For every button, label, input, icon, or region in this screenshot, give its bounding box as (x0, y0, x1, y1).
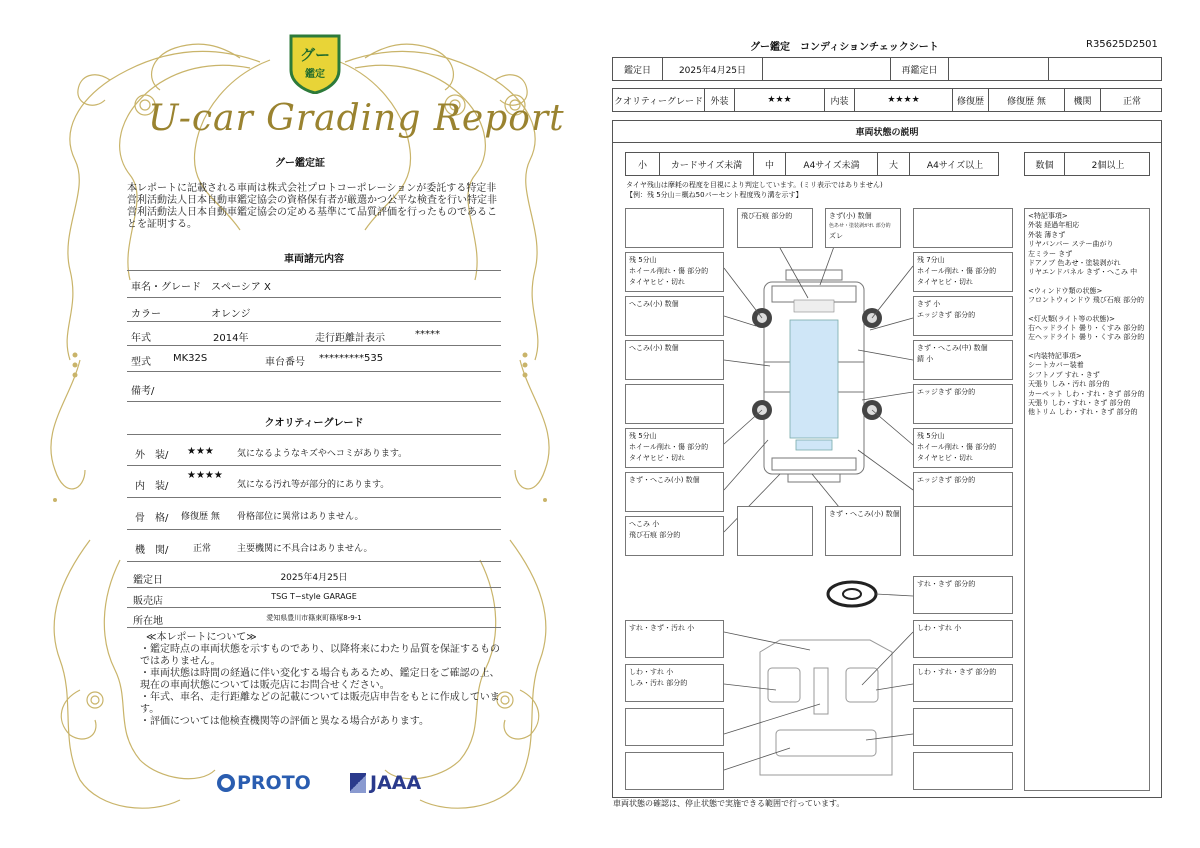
note-item: ・車両状態は時間の経過に伴い変化する場合もあるため、鑑定日をご確認の上、現在の車両状態については販売店にお問合せください。 (140, 668, 500, 691)
jaaa-logo: JAAA (350, 772, 421, 794)
spec-row-remarks (127, 372, 501, 402)
note-box-interior-7 (625, 752, 724, 790)
dealer-label: 販売店 (133, 596, 163, 607)
frame-text: 骨格部位に異常はありません。 (237, 512, 364, 522)
cert-text: 本レポートに記載される車両は株式会社プロトコーポレーションが委託する特定非営利活動法人日本自動車鑑定協会の資格保有者が厳選かつ公平な検査を行い特定非営利活動法人日本自動車鑑定協会の定める基準にて品質評価を行ったものであることを証明する。 (127, 183, 497, 230)
engine-text: 主要機関に不具合はありません。 (237, 544, 373, 554)
interior-stars: ★★★★ (187, 470, 223, 481)
rear-glass (796, 440, 832, 450)
note-box-right-7: エッジきず 部分的 (913, 472, 1013, 512)
report-title: U-car Grading Report (148, 98, 565, 139)
special-notes-panel: <特記事項> 外装 経過年相応 外装 薄きず リヤバンパー ステー曲がり 左ミラー きず ドアノブ 色あせ・塗装剥がれ リヤエンドパネル きず・へこみ 中 <ウィンドウ類の状態> フロントウィンドウ 飛び石痕 部分的 <灯火類(ライト等の状態)> 右ヘッドライト 曇り・くすみ 部分的 左ヘッドライト 曇り・くすみ 部分的 <内装特記事項> シートカバー装着 シフトノブ すれ・きず 天張り しみ・汚れ 部分的 カーペット しわ・すれ・きず 部分的 天張り しわ・すれ・きず 部分的 他トリム しわ・すれ・きず 部分的 (1024, 208, 1150, 791)
tire-note-1: タイヤ残山は摩耗の程度を目視により判定しています。(ミリ表示ではありません) (626, 181, 883, 189)
state-heading: 車両状態の説明 (612, 120, 1162, 143)
dealer-value: TSG T−style GARAGE (271, 592, 357, 601)
cert-heading: グー鑑定証 (275, 158, 325, 169)
spec-row-year (127, 322, 501, 346)
engine-label: 機関 (1065, 89, 1101, 111)
date-label: 鑑定日 (133, 575, 163, 586)
note-box-interior-8 (913, 752, 1013, 790)
note-box-rf-tire: 残 7分山 ホイール削れ・傷 部分的 タイヤヒビ・切れ (913, 252, 1013, 292)
interior-text: 気になる汚れ等が部分的にあります。 (237, 480, 390, 490)
note-box-right-5: エッジきず 部分的 (913, 384, 1013, 424)
year-label: 年式 (131, 333, 151, 344)
ext-stars: ★★★ (735, 89, 825, 111)
svg-text:鑑定: 鑑定 (305, 69, 325, 80)
tire-note-2: 【例：残 5分山＝概ね50パーセント程度残り溝を示す】 (626, 191, 803, 199)
specs-heading: 車両諸元内容 (284, 254, 344, 265)
note-box-left-4: へこみ(小) 数個 (625, 340, 724, 380)
grade-row-engine (127, 530, 501, 562)
address-value: 愛知県豊川市篠束町篠塚8-9-1 (266, 614, 362, 622)
note-box-left-5 (625, 384, 724, 424)
note-box-interior-3: しわ・すれ 小 しみ・汚れ 部分的 (625, 664, 724, 702)
year-value: 2014年 (213, 333, 249, 344)
mileage-value: ***** (415, 329, 440, 340)
count-desc: 2個以上 (1091, 160, 1125, 171)
engine-label: 機 関/ (135, 545, 169, 556)
reinspect-label: 再鑑定日 (891, 58, 949, 80)
note-box-rr-tire: 残 5分山 ホイール削れ・傷 部分的 タイヤヒビ・切れ (913, 428, 1013, 468)
chassis-label: 車台番号 (265, 357, 305, 368)
note-box-front-left (625, 208, 724, 248)
info-row-date (127, 566, 501, 588)
car-name: スペーシア X (211, 282, 271, 293)
sheet-title: グー鑑定 コンディションチェックシート (750, 42, 939, 53)
exterior-text: 気になるようなキズやヘコミがあります。 (237, 449, 408, 459)
note-box-right-4: きず・へこみ(中) 数個 錆 小 (913, 340, 1013, 380)
note-box-steering: すれ・きず 部分的 (913, 576, 1013, 614)
sheet-footer: 車両状態の確認は、停止状態で実施できる範囲で行っています。 (613, 799, 845, 808)
remarks-label: 備考/ (131, 386, 155, 397)
repair-label: 修復歴 (953, 89, 989, 111)
size-large: 大 (878, 153, 910, 175)
color-value: オレンジ (211, 309, 251, 320)
note-box-front-right: きず(小) 数個 色あせ・塗装剥がれ 部分的 ズレ (825, 208, 901, 248)
note-box-front-far-right (913, 208, 1013, 248)
date-value: 2025年4月25日 (663, 58, 763, 80)
grade-row-exterior (127, 434, 501, 466)
notes-heading: ≪本レポートについて≫ (146, 632, 257, 643)
condition-check-sheet (600, 0, 1200, 848)
grade-row-frame (127, 498, 501, 530)
note-box-left-8: へこみ 小 飛び石痕 部分的 (625, 516, 724, 556)
size-small-desc: カードサイズ未満 (660, 153, 754, 175)
note-box-rear-left (737, 506, 813, 556)
address-label: 所在地 (133, 616, 163, 627)
note-item: ・評価については他検査機関等の評価と異なる場合があります。 (140, 716, 429, 727)
note-box-interior-5 (625, 708, 724, 746)
size-small: 小 (626, 153, 660, 175)
spec-row-color (127, 298, 501, 322)
size-mid-desc: A4サイズ未満 (786, 153, 878, 175)
frame-label: 骨 格/ (135, 513, 169, 524)
chassis-value: *********535 (319, 353, 384, 364)
quality-heading: クオリティーグレード (264, 418, 364, 429)
exterior-label: 外 装/ (135, 450, 169, 461)
int-label: 内装 (825, 89, 855, 111)
engine-value: 正常 (193, 544, 212, 554)
model-value: MK32S (173, 353, 208, 364)
note-box-lr-tire: 残 5分山 ホイール削れ・傷 部分的 タイヤヒビ・切れ (625, 428, 724, 468)
repair-value: 修復歴 無 (989, 89, 1065, 111)
mileage-label: 走行距離計表示 (315, 333, 385, 344)
count-label: 数個 (1025, 153, 1065, 175)
note-box-front-center: 飛び石痕 部分的 (737, 208, 813, 248)
exterior-stars: ★★★ (187, 446, 214, 457)
frame-value: 修復歴 無 (181, 512, 220, 522)
note-box-interior-6 (913, 708, 1013, 746)
note-box-left-7: きず・へこみ(小) 数個 (625, 472, 724, 512)
hood-panel (794, 300, 834, 312)
jaaa-mark-icon (350, 773, 366, 793)
color-label: カラー (131, 309, 161, 320)
car-name-label: 車名・グレード (131, 282, 201, 293)
size-large-desc: A4サイズ以上 (926, 160, 984, 171)
spec-row-car (127, 270, 501, 298)
note-box-left-3: へこみ(小) 数個 (625, 296, 724, 336)
model-label: 型式 (131, 357, 151, 368)
roof-glass (790, 320, 838, 438)
svg-text:グー: グー (299, 46, 331, 64)
note-box-rear-right (913, 506, 1013, 556)
info-row-dealer (127, 588, 501, 608)
int-stars: ★★★★ (855, 89, 953, 111)
note-box-rear-center: きず・へこみ(小) 数個 (825, 506, 901, 556)
note-box-interior-4: しわ・すれ・きず 部分的 (913, 664, 1013, 702)
report-notes (140, 632, 500, 728)
interior-label: 内 装/ (135, 481, 169, 492)
size-mid: 中 (754, 153, 786, 175)
grade-row-interior (127, 466, 501, 498)
spec-row-model (127, 346, 501, 372)
note-item: ・年式、車名、走行距離などの記載については販売店申告をもとに作成しています。 (140, 692, 500, 715)
proto-mark-icon (217, 774, 235, 792)
note-box-lf-tire: 残 5分山 ホイール削れ・傷 部分的 タイヤヒビ・切れ (625, 252, 724, 292)
note-item: ・鑑定時点の車両状態を示すものであり、以降将来にわたり品質を保証するものではありません。 (140, 644, 500, 667)
steering-wheel-icon (828, 582, 876, 606)
interior-outline (760, 640, 892, 775)
note-box-interior-2: しわ・すれ 小 (913, 620, 1013, 658)
engine-value: 正常 (1122, 96, 1141, 107)
date-label: 鑑定日 (613, 58, 663, 80)
quality-label: クオリティーグレード (613, 89, 705, 111)
info-row-address (127, 608, 501, 628)
note-box-right-3: きず 小 エッジきず 部分的 (913, 296, 1013, 336)
proto-logo: PROTO (217, 772, 311, 794)
sheet-id: R35625D2501 (1086, 39, 1158, 50)
date-value: 2025年4月25日 (280, 573, 348, 583)
goo-kantei-badge (287, 30, 343, 94)
note-box-interior-1: すれ・きず・汚れ 小 (625, 620, 724, 658)
ext-label: 外装 (705, 89, 735, 111)
